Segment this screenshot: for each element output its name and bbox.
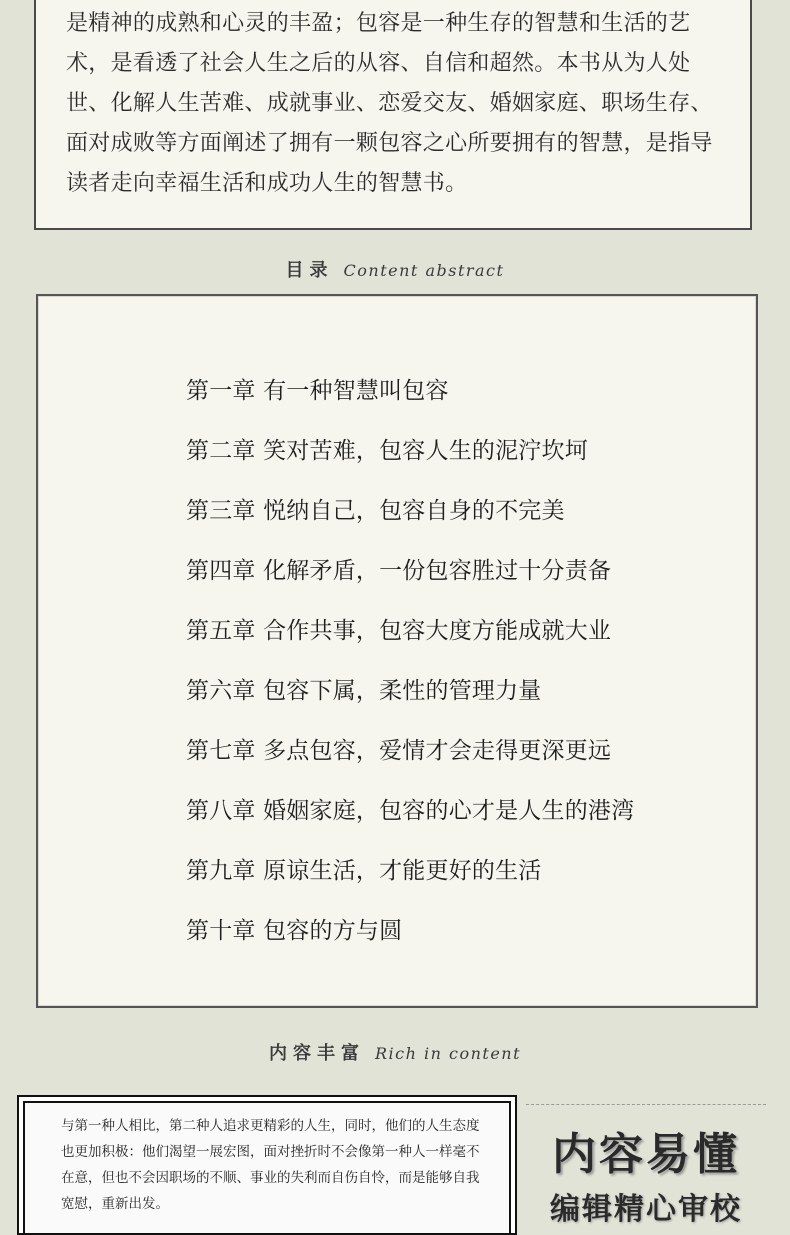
chapter-list	[186, 372, 634, 972]
toc-box	[36, 294, 758, 1008]
sample-page-text: 与第一种人相比，第二种人追求更精彩的人生，同时，他们的人生态度也更加积极：他们渴望一展宏图，面对挫折时不会像第一种人一样毫不在意，但也不会因职场的不顺、事业的失利而自伤自怜，而是能够自我宽慰，重新出发。	[61, 1118, 480, 1212]
side-panel	[526, 1100, 766, 1227]
chapter-item: 第三章 悦纳自己，包容自身的不完美	[186, 498, 565, 524]
intro-box	[34, 0, 752, 230]
toc-heading-en: Content abstract	[343, 261, 505, 280]
intro-text: 是精神的成熟和心灵的丰盈；包容是一种生存的智慧和生活的艺术，是看透了社会人生之后的从容、自信和超然。本书从为人处世、化解人生苦难、成就事业、恋爱交友、婚姻家庭、职场生存、面对成败等方面阐述了拥有一颗包容之心所要拥有的智慧，是指导读者走向幸福生活和成功人生的智慧书。	[66, 11, 713, 196]
chapter-item: 第七章 多点包容，爱情才会走得更深更远	[186, 738, 612, 764]
toc-heading	[0, 256, 790, 282]
chapter-item: 第一章 有一种智慧叫包容	[186, 378, 449, 404]
chapter-item: 第十章 包容的方与圆	[186, 918, 403, 944]
content-heading-cn: 内容丰富	[268, 1043, 365, 1064]
content-heading	[0, 1039, 790, 1065]
side-subtitle: 编辑精心审校	[550, 1192, 742, 1227]
chapter-item: 第六章 包容下属，柔性的管理力量	[186, 678, 542, 704]
dashed-divider	[526, 1104, 766, 1105]
sample-page-image	[17, 1095, 517, 1235]
chapter-item: 第八章 婚姻家庭，包容的心才是人生的港湾	[186, 798, 635, 824]
side-title: 内容易懂	[552, 1129, 740, 1180]
sample-page-inner	[23, 1101, 511, 1233]
chapter-item: 第四章 化解矛盾，一份包容胜过十分责备	[186, 558, 612, 584]
chapter-item: 第五章 合作共事，包容大度方能成就大业	[186, 618, 612, 644]
chapter-item: 第九章 原谅生活，才能更好的生活	[186, 858, 542, 884]
content-heading-en: Rich in content	[374, 1044, 522, 1063]
chapter-item: 第二章 笑对苦难，包容人生的泥泞坎坷	[186, 438, 588, 464]
toc-heading-cn: 目录	[285, 260, 334, 281]
